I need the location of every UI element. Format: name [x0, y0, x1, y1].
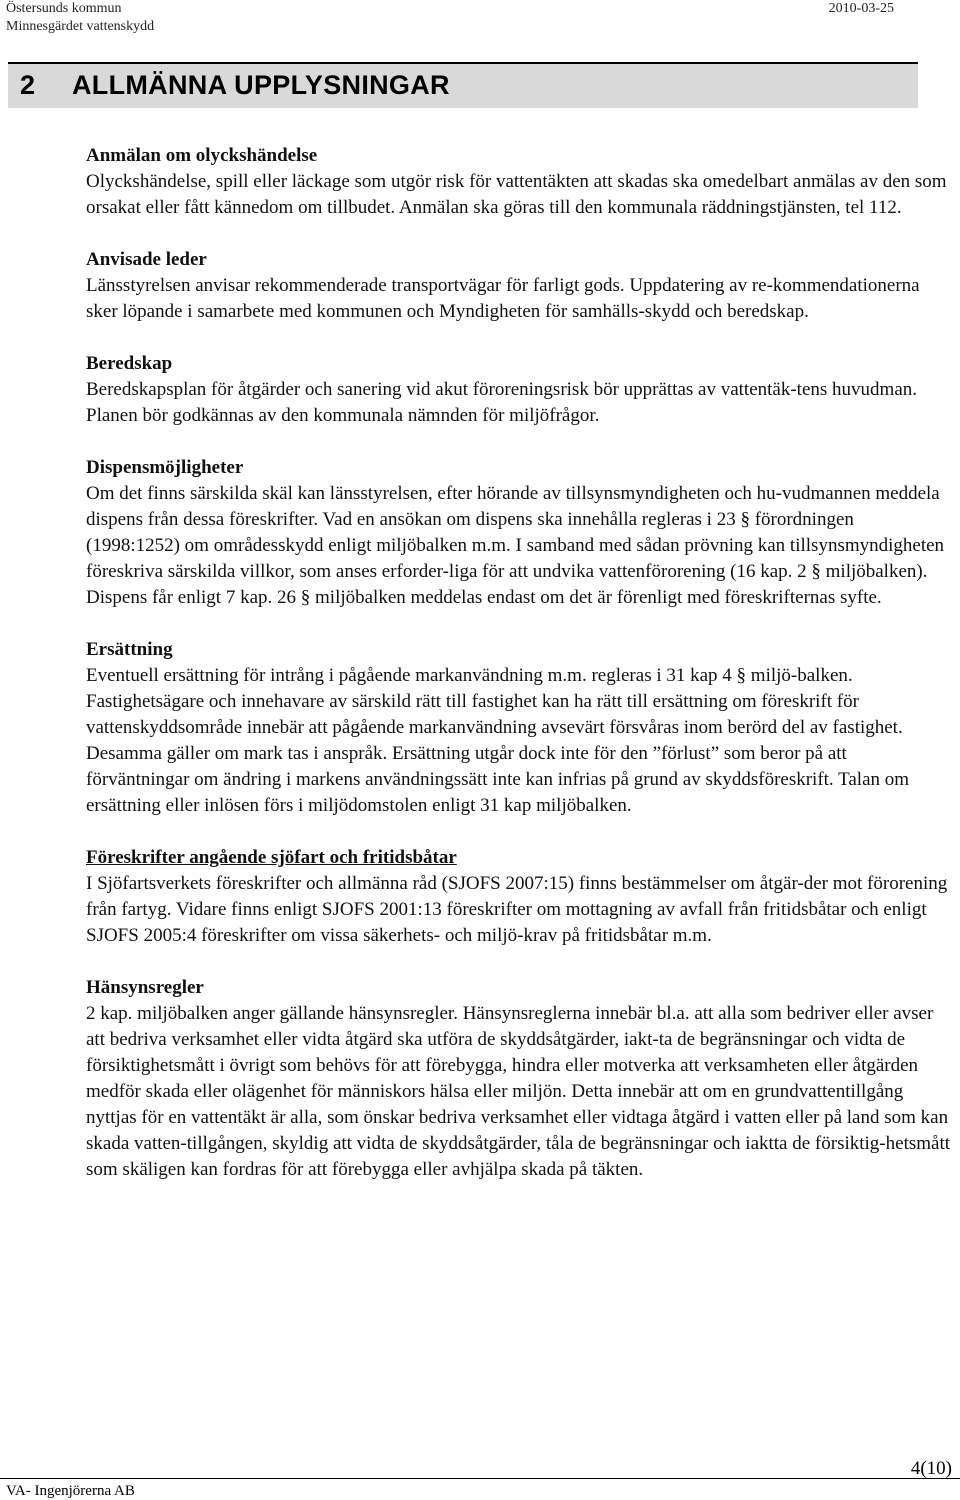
section-heading: Anvisade leder: [86, 249, 207, 270]
page-number: 4(10): [910, 1458, 952, 1479]
section-ersattning: [86, 637, 952, 819]
section-body: Beredskapsplan för åtgärder och sanering vid akut föroreningsrisk bör upprättas av vattentäk-tens huvudman. Planen bör godkännas av den kommunala nämnden för miljöfrågor.: [86, 379, 917, 426]
header-doc-title: Minnesgärdet vattenskydd: [6, 19, 155, 34]
section-olyckshandelse: [86, 143, 952, 221]
page-header-left: [6, 0, 154, 36]
chapter-number: 2: [20, 70, 36, 100]
section-heading: Dispensmöjligheter: [86, 457, 244, 478]
section-body: Olyckshändelse, spill eller läckage som utgör risk för vattentäkten att skadas ska omedelbart anmälas av den som orsakat eller fått kännedom om tillbudet. Anmälan ska göras till den kommunala räddningstjänsten, tel 112.: [86, 171, 947, 218]
chapter-heading: [8, 62, 918, 108]
section-body: I Sjöfartsverkets föreskrifter och allmänna råd (SJOFS 2007:15) finns bestämmelser om åtgär-der mot förorening från fartyg. Vidare finns enligt SJOFS 2001:13 föreskrifter om mottagning av avfall från fritidsbåtar och enligt SJOFS 2005:4 föreskrifter om vissa säkerhets- och miljö-krav på fritidsbåtar m.m.: [86, 873, 948, 946]
section-body: Länsstyrelsen anvisar rekommenderade transportvägar för farligt gods. Uppdatering av re-kommendationerna sker löpande i samarbete med kommunen och Myndigheten för samhälls-skydd och beredskap.: [86, 275, 920, 322]
section-heading: Föreskrifter angående sjöfart och fritidsbåtar: [86, 847, 457, 868]
section-heading: Hänsynsregler: [86, 977, 204, 998]
section-body: 2 kap. miljöbalken anger gällande hänsynsregler. Hänsynsreglerna innebär bl.a. att alla som bedriver eller avser att bedriva verksamhet eller vidta åtgärd ska utföra de skyddsåtgärder, iakt-ta de begränsningar och vidta de försiktighetsmått i övrigt som behövs för att förebygga, hindra eller motverka att verksamheten eller åtgärden medför skada eller olägenhet för människors hälsa eller miljön. Detta innebär att om en grundvattentillgång nyttjas för en vattentäkt är alla, som önskar bedriva verksamhet eller vidtaga åtgärd i vatten eller på land som kan skada vatten-tillgången, skyldig att vidta de skyddsåtgärder, tåla de begränsningar och iaktta de försiktig-hetsmått som skäligen kan fordras för att förebygga eller avhjälpa skada på täkten.: [86, 1003, 951, 1180]
footer-company: VA- Ingenjörerna AB: [6, 1483, 135, 1499]
header-date: 2010-03-25: [828, 1, 894, 16]
document-body: [86, 143, 952, 1209]
header-org: Östersunds kommun: [6, 1, 122, 16]
section-heading: Beredskap: [86, 353, 173, 374]
section-heading: Ersättning: [86, 639, 173, 660]
footer-divider: [0, 1478, 960, 1479]
section-sjofart: [86, 845, 952, 949]
section-body: Om det finns särskilda skäl kan länsstyrelsen, efter hörande av tillsynsmyndigheten och hu-vudmannen meddela dispens från dessa föreskrifter. Vad en ansökan om dispens ska innehålla regleras i 23 § förordningen (1998:1252) om områdesskydd enligt miljöbalken m.m. I samband med sådan prövning kan tillsynsmyndigheten föreskriva särskilda villkor, som anses erforder-liga för att undvika vattenförorening (16 kap. 2 § miljöbalken). Dispens får enligt 7 kap. 26 § miljöbalken meddelas endast om det är förenligt med föreskrifternas syfte.: [86, 483, 945, 608]
section-heading: Anmälan om olyckshändelse: [86, 145, 318, 166]
section-beredskap: [86, 351, 952, 429]
section-body: Eventuell ersättning för intrång i pågående markanvändning m.m. regleras i 31 kap 4 § miljö-balken. Fastighetsägare och innehavare av särskild rätt till fastighet kan ha rätt till ersättning om föreskrift för vattenskyddsområde innebär att pågående markanvändning avsevärt försvåras inom berörd del av fastighet. Desamma gäller om mark tas i anspråk. Ersättning utgår dock inte för den ”förlust” som beror på att förväntningar om ändring i markens användningssätt inte kan infrias på grund av skyddsföreskrift. Talan om ersättning eller inlösen förs i miljödomstolen enligt 31 kap miljöbalken.: [86, 665, 910, 816]
section-anvisade-leder: [86, 247, 952, 325]
section-dispensmojligheter: [86, 455, 952, 611]
chapter-title: ALLMÄNNA UPPLYSNINGAR: [72, 70, 450, 100]
section-hansynsregler: [86, 975, 952, 1183]
